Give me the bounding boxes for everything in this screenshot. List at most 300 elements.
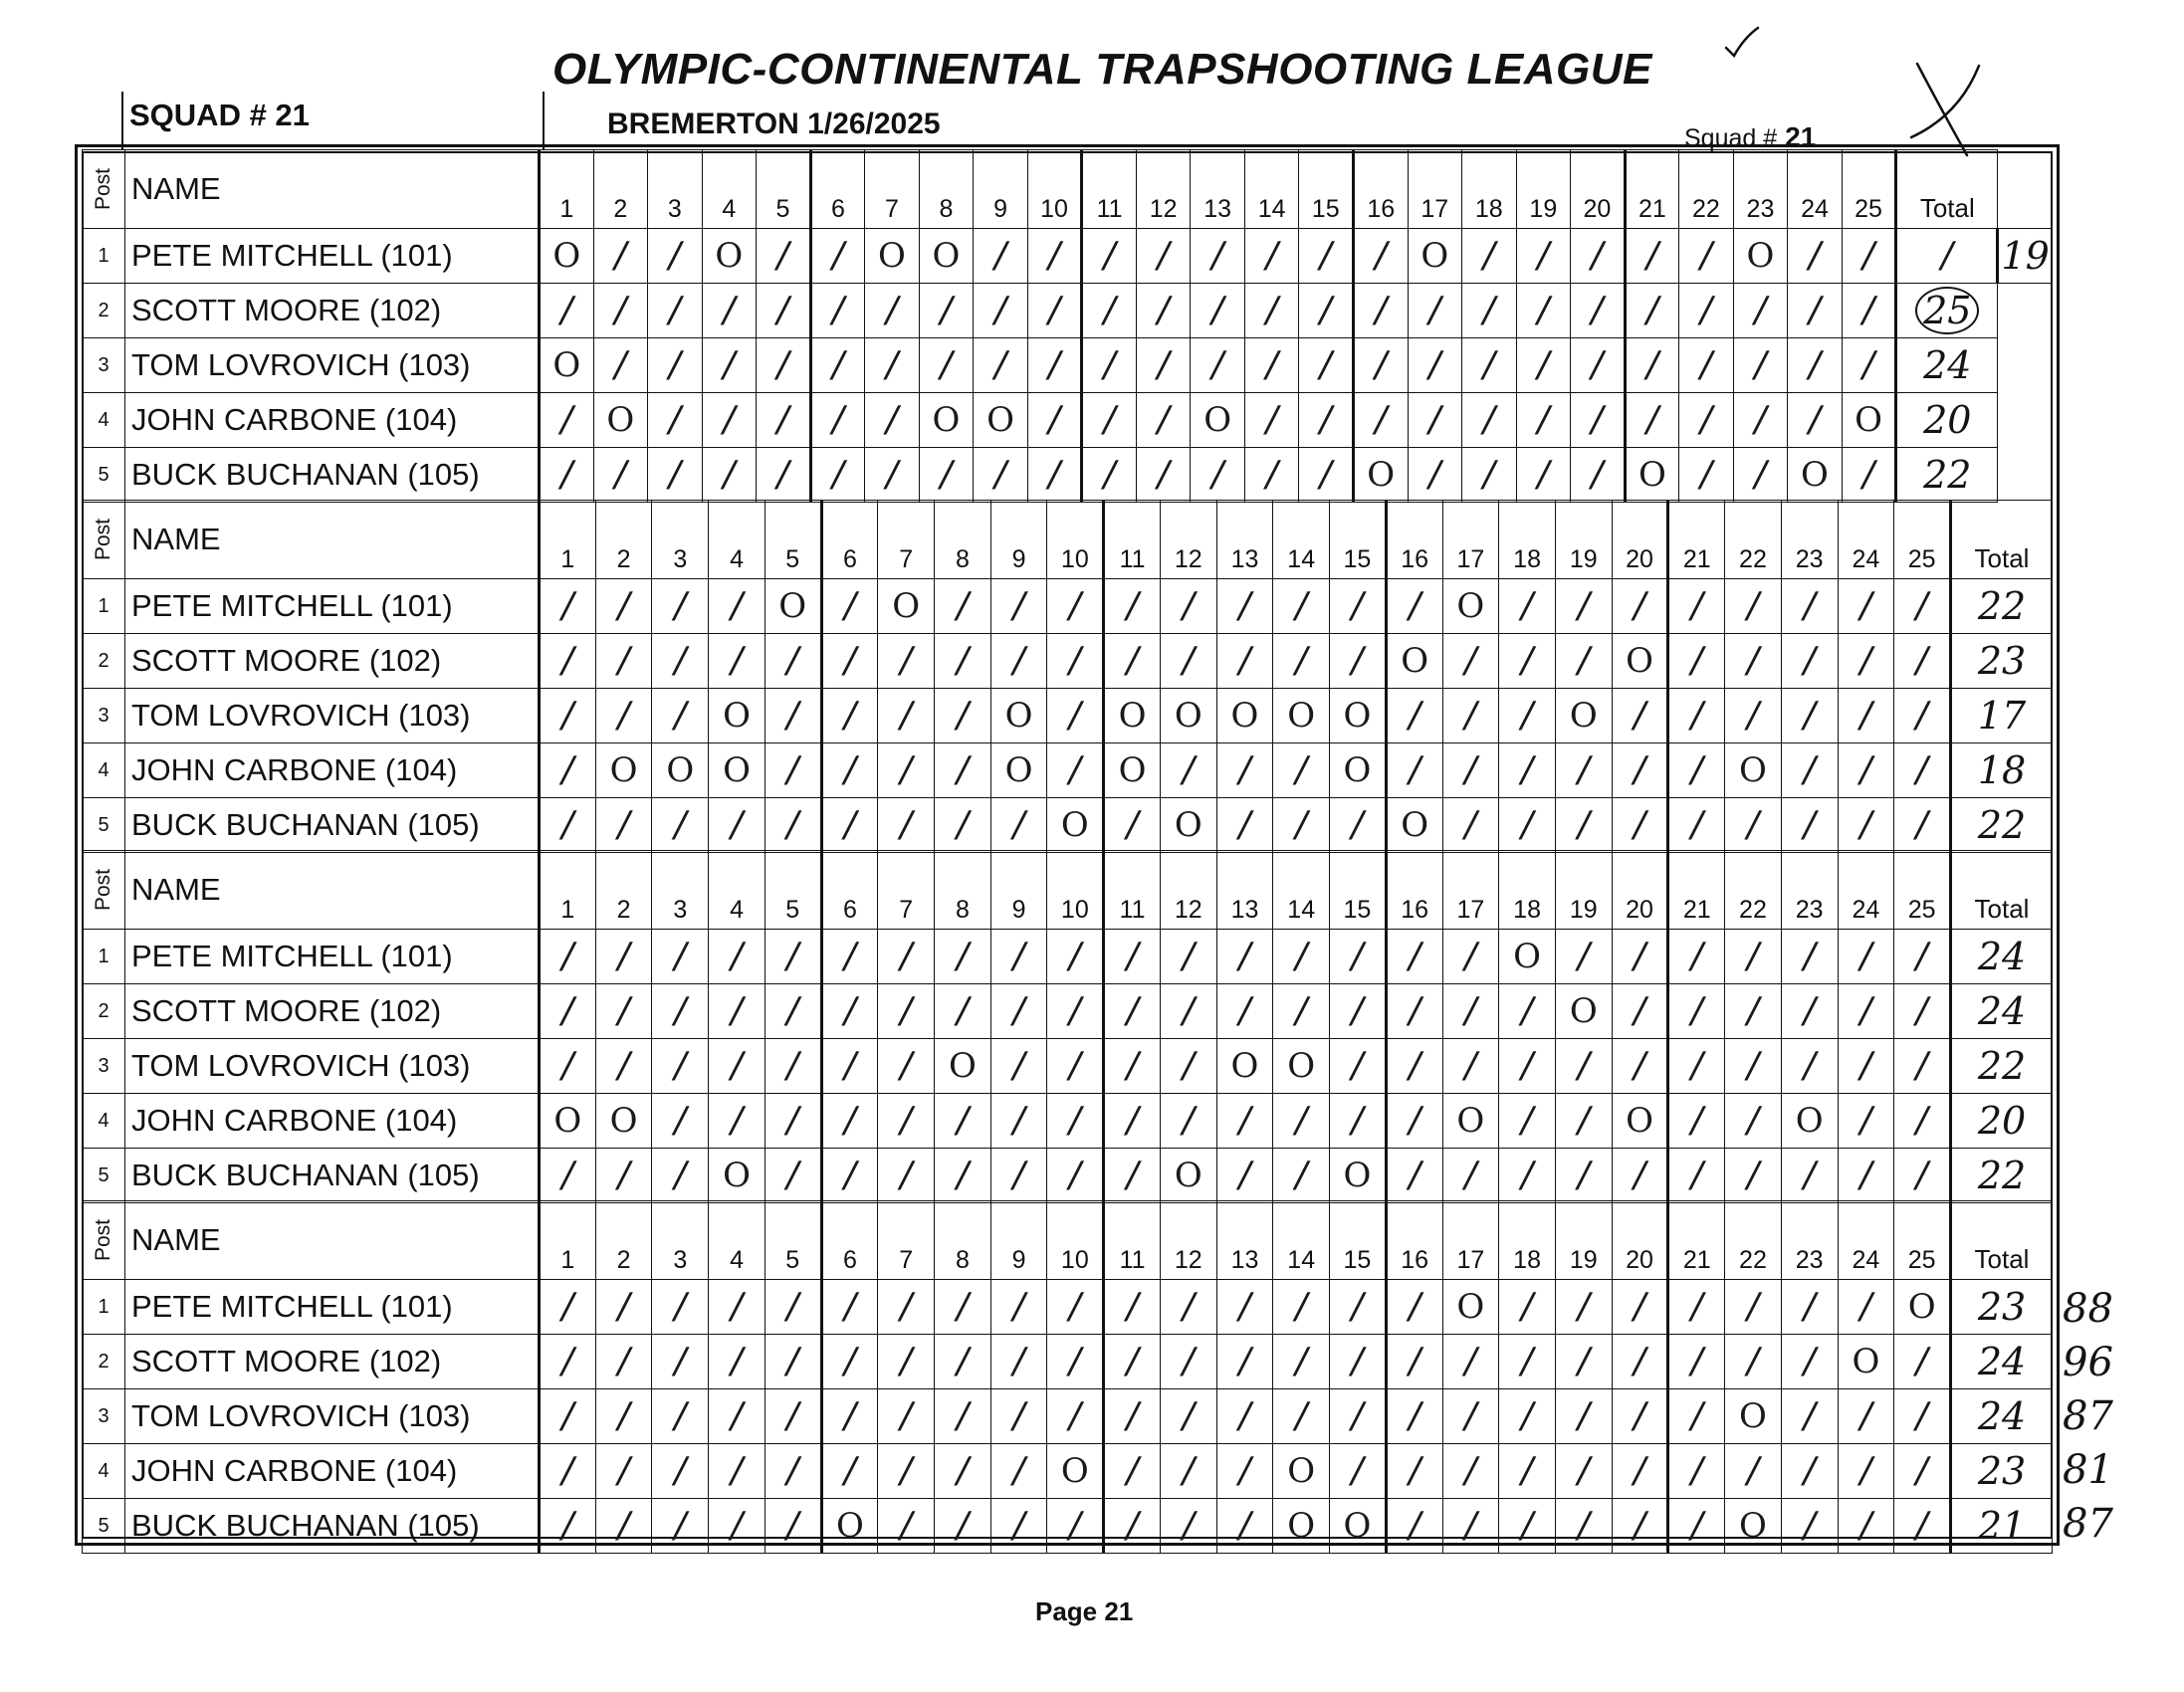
hit-mark: /	[1012, 1100, 1025, 1141]
target-cell	[1442, 930, 1499, 984]
hit-mark: /	[1577, 1045, 1590, 1086]
target-cell	[1894, 798, 1951, 853]
miss-mark: O	[836, 1506, 864, 1546]
target-number: 10	[1047, 851, 1104, 930]
total-header: Total	[1951, 1201, 2053, 1280]
target-cell	[990, 1039, 1047, 1094]
target-cell	[1516, 284, 1571, 338]
target-cell	[1679, 229, 1734, 284]
target-cell	[1104, 1444, 1161, 1499]
hit-mark: /	[1238, 585, 1251, 626]
target-cell	[1571, 229, 1626, 284]
round-total: 24	[1977, 935, 2027, 978]
hit-mark: /	[1803, 1341, 1816, 1381]
hit-mark: /	[1537, 399, 1550, 440]
hit-mark: /	[843, 1100, 857, 1141]
target-cell	[1838, 798, 1894, 853]
target-number: 14	[1244, 150, 1299, 229]
target-cell	[821, 930, 878, 984]
target-cell	[1047, 1280, 1104, 1335]
target-number: 9	[990, 501, 1047, 579]
target-cell	[878, 930, 935, 984]
hit-mark: /	[1409, 695, 1421, 736]
target-cell	[1386, 798, 1442, 853]
hit-mark: /	[1182, 640, 1195, 681]
shooter-name: SCOTT MOORE (102)	[125, 984, 540, 1039]
target-cell	[1894, 1149, 1951, 1203]
target-cell	[1386, 1094, 1442, 1149]
miss-mark: O	[1801, 455, 1829, 495]
target-cell	[1299, 229, 1354, 284]
target-cell	[1273, 1389, 1330, 1444]
target-cell	[878, 984, 935, 1039]
target-cell	[1612, 1280, 1668, 1335]
hit-mark: /	[1808, 344, 1822, 385]
target-cell	[1781, 1499, 1838, 1554]
hit-mark: /	[1182, 585, 1195, 626]
round-total: 25	[1915, 287, 1979, 334]
hit-mark: /	[956, 1505, 969, 1546]
grand-total: 88	[2063, 1286, 2113, 1332]
hit-mark: /	[1577, 804, 1590, 845]
hit-mark: /	[1699, 344, 1712, 385]
hit-mark: /	[1690, 695, 1703, 736]
target-number: 20	[1612, 501, 1668, 579]
target-cell	[1555, 579, 1612, 634]
hit-mark: /	[900, 1100, 913, 1141]
target-cell	[1047, 743, 1104, 798]
hit-mark: /	[1295, 936, 1308, 976]
target-cell	[1462, 448, 1517, 503]
round-total: 24	[1977, 989, 2027, 1033]
target-cell	[1244, 284, 1299, 338]
hit-mark: /	[843, 1341, 857, 1381]
hit-mark: /	[1182, 1395, 1195, 1436]
hit-mark: /	[674, 695, 687, 736]
hit-mark: /	[956, 1155, 969, 1195]
target-cell	[1273, 798, 1330, 853]
target-cell	[1668, 1039, 1725, 1094]
hit-mark: /	[1265, 344, 1278, 385]
hit-mark: /	[843, 1286, 857, 1327]
target-cell	[1612, 984, 1668, 1039]
target-cell	[878, 689, 935, 743]
miss-mark: O	[878, 236, 906, 276]
hit-mark: /	[1375, 344, 1388, 385]
hit-mark: /	[885, 454, 899, 495]
hit-mark: /	[1803, 1450, 1816, 1491]
target-cell	[821, 634, 878, 689]
hit-mark: /	[1859, 749, 1872, 790]
hit-mark: /	[1068, 749, 1081, 790]
hit-mark: /	[1482, 235, 1495, 276]
target-number: 16	[1386, 501, 1442, 579]
target-cell	[1442, 1094, 1499, 1149]
miss-mark: O	[1004, 750, 1033, 790]
target-cell	[935, 798, 991, 853]
hit-mark: /	[1238, 749, 1251, 790]
hit-mark: /	[1803, 990, 1816, 1031]
hit-mark: /	[1068, 640, 1081, 681]
target-cell	[810, 229, 865, 284]
hit-mark: /	[1803, 1045, 1816, 1086]
target-cell	[1788, 393, 1843, 448]
hit-mark: /	[1068, 1045, 1081, 1086]
hit-mark: /	[1012, 936, 1025, 976]
target-cell	[1273, 1280, 1330, 1335]
target-cell	[540, 984, 596, 1039]
target-cell	[1442, 743, 1499, 798]
hit-mark: /	[1238, 1286, 1251, 1327]
target-cell	[1612, 1389, 1668, 1444]
target-cell	[1273, 930, 1330, 984]
target-cell	[1047, 1335, 1104, 1389]
hit-mark: /	[786, 1450, 799, 1491]
target-cell	[757, 229, 811, 284]
target-cell	[652, 1335, 709, 1389]
target-number: 17	[1442, 1201, 1499, 1280]
hit-mark: /	[786, 749, 799, 790]
hit-mark: /	[1182, 1286, 1195, 1327]
target-cell	[1191, 338, 1245, 393]
target-number: 14	[1273, 851, 1330, 930]
hit-mark: /	[843, 1045, 857, 1086]
hit-mark: /	[1482, 454, 1495, 495]
hit-mark: /	[900, 1045, 913, 1086]
target-cell	[1499, 1280, 1556, 1335]
target-cell	[1838, 1149, 1894, 1203]
hit-mark: /	[786, 936, 799, 976]
target-number: 12	[1160, 851, 1216, 930]
name-header: NAME	[125, 150, 540, 229]
target-cell	[1273, 1149, 1330, 1203]
miss-mark: O	[1569, 696, 1598, 736]
round-total: 24	[1977, 1394, 2027, 1438]
hit-mark: /	[730, 1341, 744, 1381]
target-cell	[1668, 930, 1725, 984]
target-number: 3	[648, 150, 703, 229]
target-cell	[1216, 1499, 1273, 1554]
target-cell	[595, 1499, 652, 1554]
target-cell	[821, 743, 878, 798]
hit-mark: /	[1182, 936, 1195, 976]
hit-mark: /	[1295, 990, 1308, 1031]
shooter-name: TOM LOVROVICH (103)	[125, 1389, 540, 1444]
hit-mark: /	[1238, 1450, 1251, 1491]
target-cell	[1330, 1280, 1387, 1335]
miss-mark: O	[1174, 1156, 1202, 1195]
hit-mark: /	[1238, 936, 1251, 976]
post-header: Post	[83, 501, 125, 579]
target-number: 18	[1499, 501, 1556, 579]
target-cell	[1838, 1039, 1894, 1094]
target-number: 10	[1047, 1201, 1104, 1280]
hit-mark: /	[993, 290, 1007, 330]
target-cell	[1330, 1389, 1387, 1444]
target-number: 13	[1216, 1201, 1273, 1280]
checkmark-icon	[1722, 24, 1762, 64]
total-cell	[1951, 798, 2053, 853]
target-cell	[1894, 1280, 1951, 1335]
target-cell	[1330, 984, 1387, 1039]
hit-mark: /	[1803, 1505, 1816, 1546]
target-cell	[878, 1389, 935, 1444]
target-cell	[1733, 229, 1788, 284]
target-cell	[1612, 634, 1668, 689]
hit-mark: /	[885, 399, 899, 440]
miss-mark: O	[1907, 1287, 1936, 1327]
hit-mark: /	[1464, 1045, 1477, 1086]
total-header: Total	[1896, 150, 1998, 229]
target-number: 11	[1104, 851, 1161, 930]
target-cell	[1516, 448, 1571, 503]
hit-mark: /	[1295, 1395, 1308, 1436]
target-cell	[1679, 338, 1734, 393]
target-cell	[1788, 229, 1843, 284]
target-cell	[1442, 1499, 1499, 1554]
hit-mark: /	[1645, 399, 1658, 440]
hit-mark: /	[1746, 1155, 1760, 1195]
target-cell	[1104, 634, 1161, 689]
target-cell	[595, 1039, 652, 1094]
hit-mark: /	[1633, 585, 1646, 626]
target-number: 1	[540, 1201, 596, 1280]
target-number: 7	[865, 150, 920, 229]
target-cell	[1191, 229, 1245, 284]
hit-mark: /	[1577, 1155, 1590, 1195]
target-number: 20	[1571, 150, 1626, 229]
target-number: 21	[1668, 501, 1725, 579]
target-cell	[865, 448, 920, 503]
hit-mark: /	[1915, 1395, 1928, 1436]
hit-mark: /	[786, 1395, 799, 1436]
target-cell	[878, 798, 935, 853]
round-total: 22	[1977, 803, 2027, 847]
target-cell	[878, 579, 935, 634]
hit-mark: /	[723, 344, 736, 385]
hit-mark: /	[723, 399, 736, 440]
hit-mark: /	[1068, 695, 1081, 736]
hit-mark: /	[1803, 585, 1816, 626]
total-cell	[1951, 579, 2053, 634]
target-cell	[990, 579, 1047, 634]
target-cell	[1216, 743, 1273, 798]
target-cell	[974, 229, 1028, 284]
hit-mark: /	[1915, 936, 1928, 976]
target-cell	[935, 1335, 991, 1389]
hit-mark: /	[956, 804, 969, 845]
hit-mark: /	[1012, 1505, 1025, 1546]
hit-mark: /	[1633, 1395, 1646, 1436]
target-cell	[652, 984, 709, 1039]
target-cell	[1160, 930, 1216, 984]
hit-mark: /	[730, 804, 744, 845]
target-cell	[1047, 689, 1104, 743]
target-cell	[821, 984, 878, 1039]
target-number: 25	[1894, 851, 1951, 930]
hit-mark: /	[956, 585, 969, 626]
hit-mark: /	[561, 1155, 574, 1195]
shooter-row	[83, 338, 2053, 393]
target-number: 24	[1838, 1201, 1894, 1280]
target-cell	[593, 229, 648, 284]
hit-mark: /	[1238, 1155, 1251, 1195]
target-cell	[1781, 930, 1838, 984]
total-cell	[1951, 743, 2053, 798]
target-cell	[1104, 1280, 1161, 1335]
target-number: 5	[764, 1201, 821, 1280]
hit-mark: /	[900, 936, 913, 976]
shooter-name: TOM LOVROVICH (103)	[125, 1039, 540, 1094]
target-number: 11	[1082, 150, 1137, 229]
hit-mark: /	[1068, 1341, 1081, 1381]
target-cell	[1781, 1389, 1838, 1444]
hit-mark: /	[1295, 749, 1308, 790]
hit-mark: /	[1591, 344, 1604, 385]
hit-mark: /	[1746, 1286, 1760, 1327]
target-cell	[1555, 1094, 1612, 1149]
hit-mark: /	[1746, 804, 1760, 845]
hit-mark: /	[674, 804, 687, 845]
target-cell	[1104, 743, 1161, 798]
target-cell	[919, 284, 974, 338]
hit-mark: /	[831, 399, 844, 440]
target-cell	[865, 284, 920, 338]
hit-mark: /	[1157, 399, 1170, 440]
hit-mark: /	[674, 1286, 687, 1327]
hit-mark: /	[730, 1286, 744, 1327]
post-header: Post	[83, 1201, 125, 1280]
hit-mark: /	[1633, 1045, 1646, 1086]
target-number: 19	[1555, 501, 1612, 579]
target-cell	[1625, 448, 1679, 503]
post-number: 2	[83, 984, 125, 1039]
hit-mark: /	[1464, 936, 1477, 976]
shooter-row	[83, 984, 2053, 1039]
target-cell	[1330, 1444, 1387, 1499]
target-cell	[648, 338, 703, 393]
total-cell	[1951, 1280, 2053, 1335]
hit-mark: /	[1915, 804, 1928, 845]
hit-mark: /	[561, 990, 574, 1031]
target-cell	[878, 1149, 935, 1203]
target-cell	[1386, 1335, 1442, 1389]
target-cell	[1027, 229, 1082, 284]
total-cell	[1951, 689, 2053, 743]
target-cell	[1027, 448, 1082, 503]
target-cell	[652, 743, 709, 798]
hit-mark: /	[1537, 235, 1550, 276]
hit-mark: /	[900, 1395, 913, 1436]
hit-mark: /	[900, 990, 913, 1031]
hit-mark: /	[1861, 344, 1875, 385]
hit-mark: /	[1690, 1286, 1703, 1327]
target-cell	[1781, 1094, 1838, 1149]
target-cell	[595, 1280, 652, 1335]
target-cell	[709, 579, 765, 634]
target-number: 16	[1353, 150, 1408, 229]
target-cell	[1679, 284, 1734, 338]
target-cell	[1442, 1149, 1499, 1203]
hit-mark: /	[1182, 1450, 1195, 1491]
header-divider-mid	[543, 92, 545, 149]
hit-mark: /	[1464, 804, 1477, 845]
hit-mark: /	[900, 1505, 913, 1546]
target-cell	[1838, 984, 1894, 1039]
hit-mark: /	[1521, 1505, 1534, 1546]
hit-mark: /	[1319, 235, 1332, 276]
target-cell	[1104, 1335, 1161, 1389]
target-number: 19	[1555, 1201, 1612, 1280]
target-cell	[764, 1094, 821, 1149]
target-cell	[540, 1280, 596, 1335]
shooter-name: PETE MITCHELL (101)	[125, 1280, 540, 1335]
name-header: NAME	[125, 851, 540, 930]
target-number: 24	[1838, 851, 1894, 930]
target-cell	[1679, 393, 1734, 448]
grand-total: 81	[2063, 1447, 2113, 1493]
miss-mark: O	[932, 400, 961, 440]
total-cell	[1951, 1335, 2053, 1389]
miss-mark: O	[1343, 696, 1372, 736]
hit-mark: /	[668, 290, 681, 330]
hit-mark: /	[1238, 990, 1251, 1031]
target-cell	[1555, 689, 1612, 743]
target-cell	[1462, 229, 1517, 284]
target-cell	[1047, 1039, 1104, 1094]
target-cell	[935, 579, 991, 634]
target-cell	[1625, 338, 1679, 393]
hit-mark: /	[786, 1155, 799, 1195]
target-cell	[1216, 984, 1273, 1039]
post-number: 4	[83, 1094, 125, 1149]
hit-mark: /	[1068, 1505, 1081, 1546]
target-cell	[821, 1280, 878, 1335]
miss-mark: O	[1626, 641, 1653, 681]
target-cell	[1273, 1444, 1330, 1499]
target-cell	[1386, 1499, 1442, 1554]
hit-mark: /	[617, 1450, 630, 1491]
hit-mark: /	[1521, 585, 1534, 626]
total-header: Total	[1951, 851, 2053, 930]
target-cell	[1516, 393, 1571, 448]
target-cell	[1160, 1444, 1216, 1499]
target-cell	[878, 1335, 935, 1389]
target-cell	[1353, 338, 1408, 393]
hit-mark: /	[900, 1450, 913, 1491]
target-cell	[1273, 579, 1330, 634]
miss-mark: O	[1004, 696, 1033, 736]
miss-mark: O	[1118, 696, 1147, 736]
hit-mark: /	[617, 804, 630, 845]
hit-mark: /	[1265, 454, 1278, 495]
target-cell	[1668, 1280, 1725, 1335]
target-cell	[1027, 338, 1082, 393]
target-cell	[919, 448, 974, 503]
target-cell	[1160, 1094, 1216, 1149]
target-cell	[1104, 984, 1161, 1039]
hit-mark: /	[561, 640, 574, 681]
hit-mark: /	[723, 290, 736, 330]
hit-mark: /	[1211, 290, 1224, 330]
target-cell	[1499, 743, 1556, 798]
hit-mark: /	[786, 1100, 799, 1141]
target-number: 15	[1330, 851, 1387, 930]
target-cell	[1216, 798, 1273, 853]
target-cell	[1788, 284, 1843, 338]
hit-mark: /	[956, 1450, 969, 1491]
target-cell	[1668, 1389, 1725, 1444]
